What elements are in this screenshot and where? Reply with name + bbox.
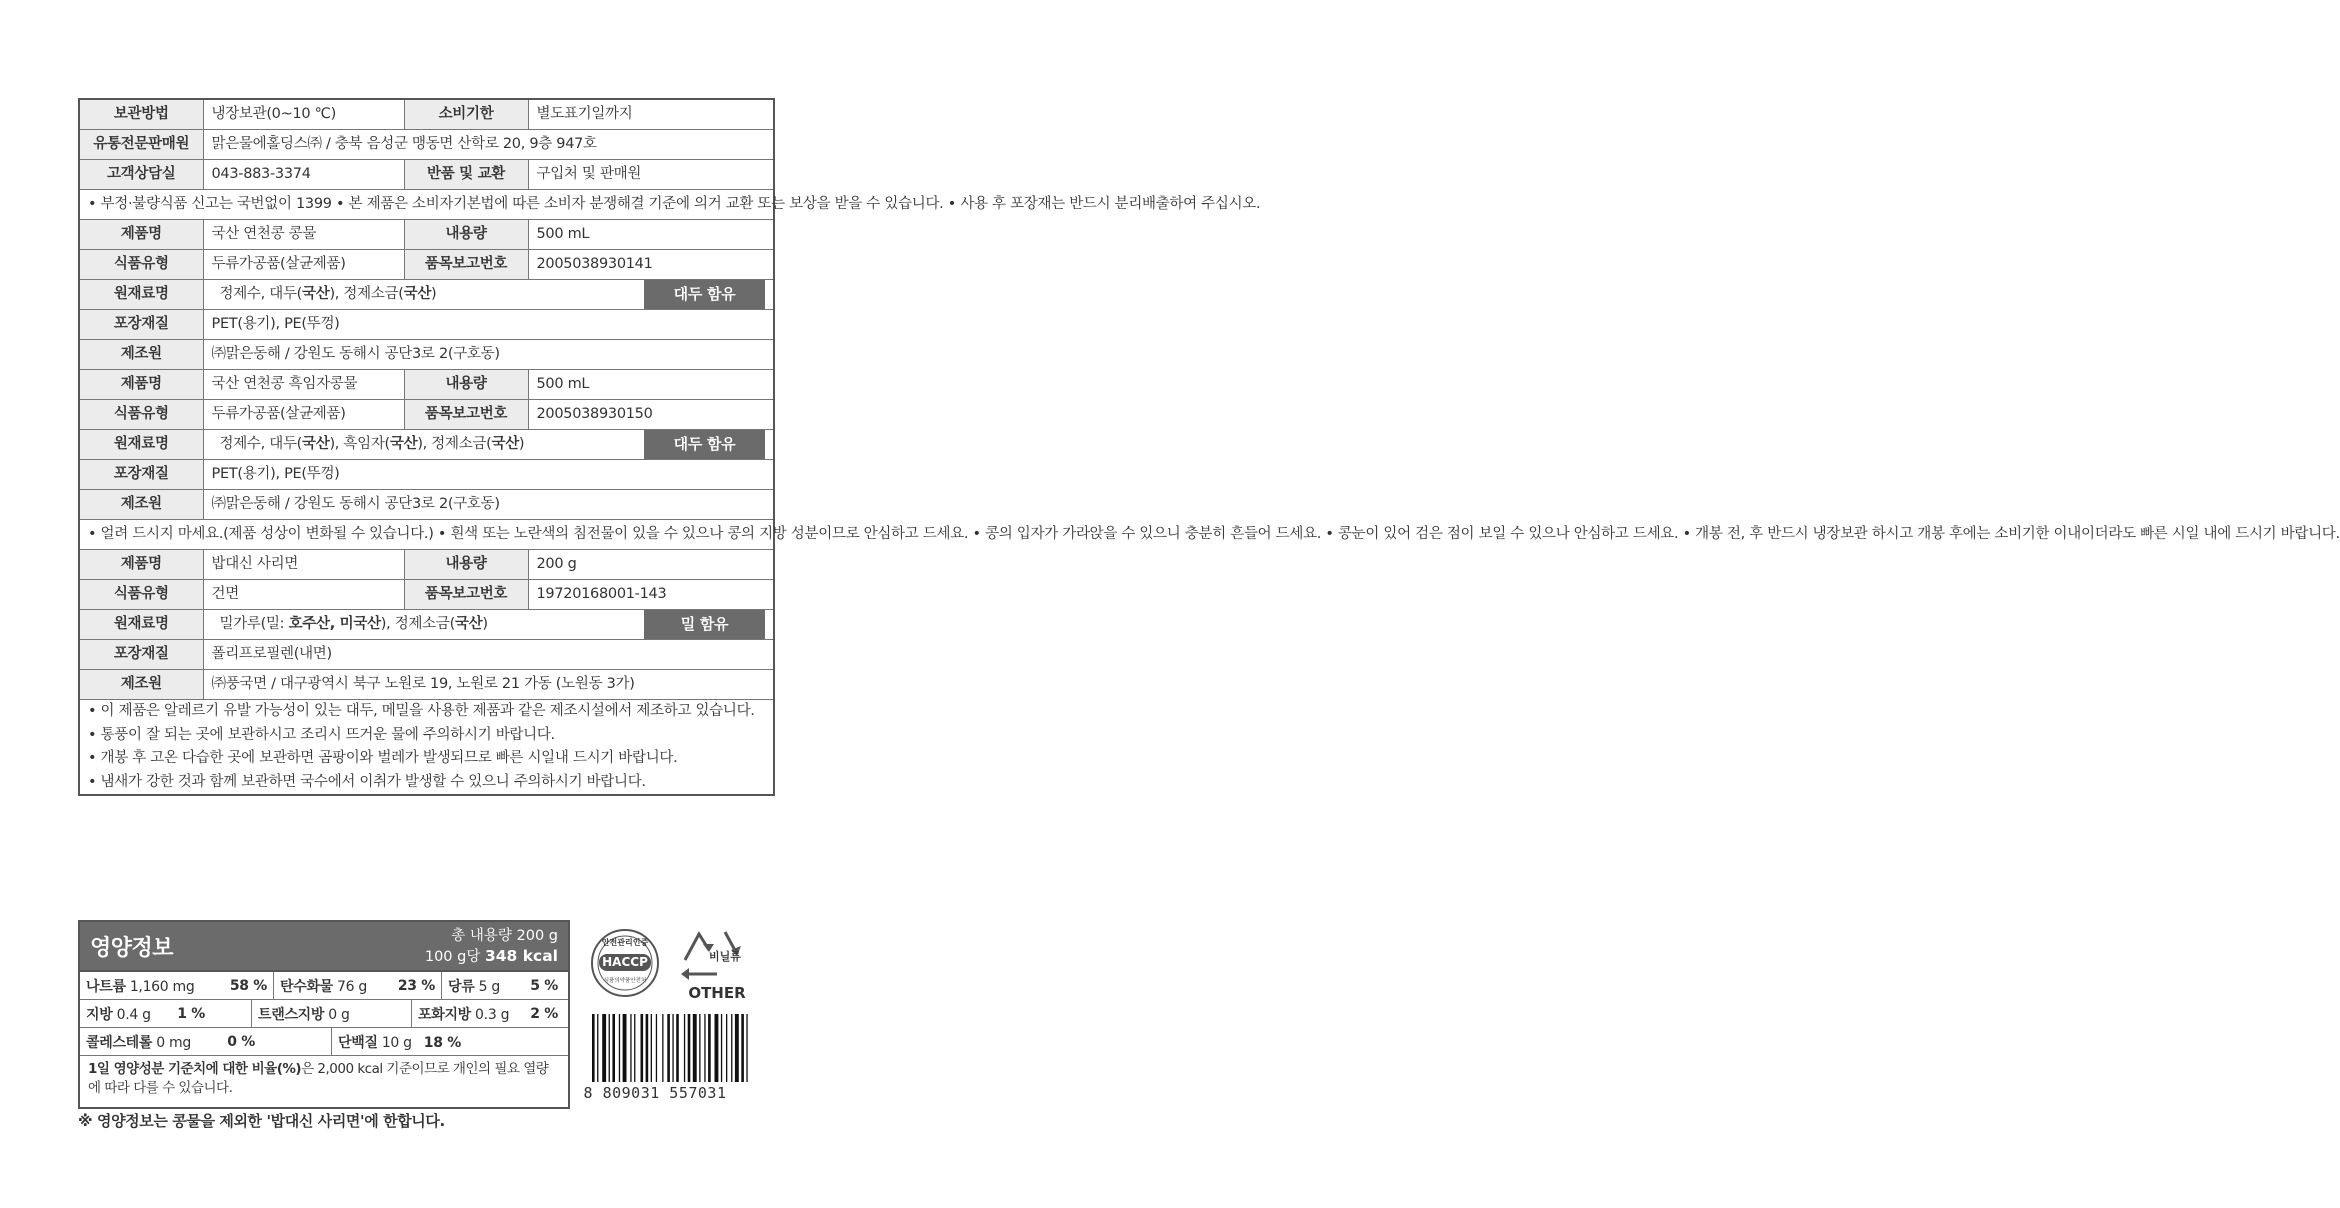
- product2-ingredients: 정제수, 대두(국산), 흑임자(국산), 정제소금(국산): [219, 436, 525, 452]
- volume-label: 내용량: [404, 370, 528, 400]
- nutrition-title: 영양정보: [90, 935, 174, 961]
- ingredients-label: 원재료명: [79, 610, 203, 640]
- nutrition-panel: [78, 920, 570, 1109]
- product2-food-type: 두류가공품(살균제품): [203, 400, 404, 430]
- nutrient-sodium: 나트륨 1,160 mg 58 %: [80, 972, 274, 999]
- storage-label: 보관방법: [79, 99, 203, 130]
- nutrient-saturated-fat: 포화지방 0.3 g 2 %: [418, 1005, 558, 1023]
- customer-service-label: 고객상담실: [79, 160, 203, 190]
- distributor-value: 맑은물에홀딩스㈜ / 충북 음성군 맹동면 산학로 20, 9층 947호: [203, 130, 774, 160]
- report-no-label: 품목보고번호: [404, 250, 528, 280]
- nutrition-footnote: ※ 영양정보는 콩물을 제외한 '밥대신 사리면'에 한합니다.: [78, 1112, 445, 1130]
- nutrient-carbohydrate: 탄수화물 76 g 23 %: [274, 972, 442, 999]
- recycle-material: 비닐류: [709, 950, 741, 963]
- nutrition-total: 총 내용량 200 g: [451, 927, 558, 944]
- nutrition-per: 100 g당 348 kcal: [424, 946, 558, 965]
- food-type-label: 식품유형: [79, 250, 203, 280]
- nutrition-header: [80, 922, 568, 970]
- haccp-top: 안전관리인증: [601, 938, 649, 947]
- haccp-main: HACCP: [602, 955, 648, 969]
- allergen-badge: 밀 함유: [644, 610, 765, 639]
- product1-volume: 500 mL: [528, 220, 774, 250]
- packaging-label: 포장재질: [79, 460, 203, 490]
- product3-volume: 200 g: [528, 550, 774, 580]
- manufacturer-label: 제조원: [79, 340, 203, 370]
- info-panel: [78, 98, 2340, 796]
- product1-food-type: 두류가공품(살균제품): [203, 250, 404, 280]
- product-info-table: [78, 98, 2340, 796]
- barcode-number: 8 809031 557031: [583, 1084, 727, 1102]
- volume-label: 내용량: [404, 220, 528, 250]
- nutrition-note: 1일 영양성분 기준치에 대한 비율(%)은 2,000 kcal 기준이므로 개인의 필요 열량에 따라 다를 수 있습니다.: [80, 1055, 568, 1107]
- product1-ingredients: 정제수, 대두(국산), 정제소금(국산): [219, 286, 437, 302]
- notice-line: • 개봉 후 고온 다습한 곳에 보관하면 곰팡이와 벌레가 발생되므로 빠른 시일내 드시기 바랍니다.: [88, 750, 678, 766]
- product2-manufacturer: ㈜맑은동해 / 강원도 동해시 공단3로 2(구호동): [203, 490, 774, 520]
- notice-line: • 이 제품은 알레르기 유발 가능성이 있는 대두, 메밀을 사용한 제품과 같은 제조시설에서 제조하고 있습니다.: [88, 703, 755, 719]
- product2-name: 국산 연천콩 흑임자콩물: [203, 370, 404, 400]
- ingredients-label: 원재료명: [79, 430, 203, 460]
- product2-ingredients-cell: [203, 430, 774, 460]
- nutrient-fat: 지방 0.4 g 1 %: [80, 1000, 252, 1027]
- notice-noodle: [79, 700, 774, 796]
- product2-volume: 500 mL: [528, 370, 774, 400]
- nutrient-protein: 단백질 10 g 18 %: [338, 1034, 461, 1051]
- product3-packaging: 폴리프로필렌(내면): [203, 640, 774, 670]
- product1-packaging: PET(용기), PE(뚜껑): [203, 310, 774, 340]
- nutrition-row: [80, 970, 568, 999]
- report-no-label: 품목보고번호: [404, 400, 528, 430]
- nutrition-row: [80, 999, 568, 1027]
- product2-report-no: 2005038930150: [528, 400, 774, 430]
- return-value: 구입처 및 판매원: [528, 160, 774, 190]
- recycle-icon: [667, 916, 767, 1004]
- return-label: 반품 및 교환: [404, 160, 528, 190]
- report-no-label: 품목보고번호: [404, 580, 528, 610]
- recycle-type: OTHER: [688, 984, 746, 1002]
- nutrient-sugar: 당류 5 g 5 %: [448, 977, 558, 995]
- product-name-label: 제품명: [79, 220, 203, 250]
- haccp-logo: [590, 928, 660, 998]
- notice-line: • 냄새가 강한 것과 함께 보관하면 국수에서 이취가 발생할 수 있으니 주의하시기 바랍니다.: [88, 773, 646, 790]
- product1-name: 국산 연천콩 콩물: [203, 220, 404, 250]
- nutrient-cholesterol: 콜레스테롤 0 mg 0 %: [80, 1028, 332, 1055]
- food-type-label: 식품유형: [79, 400, 203, 430]
- product1-ingredients-cell: [203, 280, 774, 310]
- distributor-label: 유통전문판매원: [79, 130, 203, 160]
- manufacturer-label: 제조원: [79, 670, 203, 700]
- storage-value: 냉장보관(0~10 ℃): [203, 99, 404, 130]
- nutrition-amount: [425, 926, 558, 967]
- notice-line: • 통풍이 잘 되는 곳에 보관하시고 조리시 뜨거운 물에 주의하시기 바랍니다.: [88, 726, 555, 743]
- product3-food-type: 건면: [203, 580, 404, 610]
- product3-report-no: 19720168001-143: [528, 580, 774, 610]
- manufacturer-label: 제조원: [79, 490, 203, 520]
- expiry-label: 소비기한: [404, 99, 528, 130]
- packaging-label: 포장재질: [79, 310, 203, 340]
- packaging-label: 포장재질: [79, 640, 203, 670]
- allergen-badge: 대두 함유: [644, 280, 765, 309]
- product2-packaging: PET(용기), PE(뚜껑): [203, 460, 774, 490]
- ingredients-label: 원재료명: [79, 280, 203, 310]
- nutrition-row: [80, 1027, 568, 1055]
- product-name-label: 제품명: [79, 370, 203, 400]
- haccp-bottom: 식품의약품안전처: [603, 978, 647, 984]
- allergen-badge: 대두 함유: [644, 430, 765, 459]
- product3-name: 밥대신 사리면: [203, 550, 404, 580]
- nutrient-trans-fat: 트랜스지방 0 g: [252, 1000, 412, 1027]
- customer-service-value: 043-883-3374: [203, 160, 404, 190]
- notice-consumer: • 부정·불량식품 신고는 국번없이 1399 • 본 제품은 소비자기본법에 따른 소비자 분쟁해결 기준에 의거 교환 또는 보상을 받을 수 있습니다. • 사용 후 포장재는 반드시 분리배출하여 주십시오.: [79, 190, 774, 220]
- volume-label: 내용량: [404, 550, 528, 580]
- product-name-label: 제품명: [79, 550, 203, 580]
- barcode: [580, 1014, 770, 1104]
- product1-manufacturer: ㈜맑은동해 / 강원도 동해시 공단3로 2(구호동): [203, 340, 774, 370]
- food-type-label: 식품유형: [79, 580, 203, 610]
- notice-soymilk: • 얼려 드시지 마세요.(제품 성상이 변화될 수 있습니다.) • 흰색 또는 노란색의 침전물이 있을 수 있으나 콩의 지방 성분이므로 안심하고 드세요. • 콩의 입자가 가라앉을 수 있으니 충분히 흔들어 드세요. • 콩눈이 있어 검은 점이 보일 수 있으나 안심하고 드세요. • 개봉 전, 후 반드시 냉장보관 하시고 개봉 후에는 소비기한 이내이더라도 빠른 시일 내에 드시기 바랍니다.: [79, 520, 774, 550]
- product3-ingredients-cell: [203, 610, 774, 640]
- product1-report-no: 2005038930141: [528, 250, 774, 280]
- product3-ingredients: 밀가루(밀: 호주산, 미국산), 정제소금(국산): [219, 616, 488, 632]
- product3-manufacturer: ㈜풍국면 / 대구광역시 북구 노원로 19, 노원로 21 가동 (노원동 3가): [203, 670, 774, 700]
- expiry-value: 별도표기일까지: [528, 99, 774, 130]
